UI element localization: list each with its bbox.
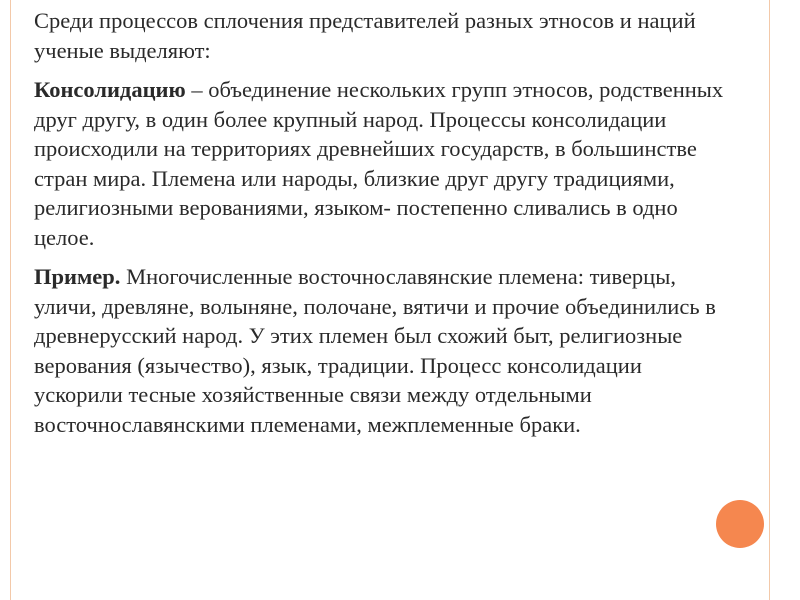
paragraph-text: – объединение нескольких групп этносов, родственных друг другу, в один более крупный народ. Процессы консолидации происходили на территориях древнейших государств, в большинстве стран мира. Племена или народы, близкие друг другу традициями, религиозными верованиями, языком- постепенно сливались в одно целое.	[34, 77, 724, 250]
decorative-circle	[716, 500, 764, 548]
paragraph-text: Среди процессов сплочения представителей разных этносов и наций ученые выделяют:	[34, 8, 696, 63]
slide-frame-left-line	[10, 0, 11, 600]
paragraph-text: Многочисленные восточнославянские племена: тиверцы, уличи, древляне, волыняне, полочане, вятичи и прочие объединились в древнерусский народ. У этих племен был схожий быт, религиозные верования (язычество), язык, традиции. Процесс консолидации ускорили тесные хозяйственные связи между отдельными восточнославянскими племенами, межплеменные браки.	[34, 264, 716, 437]
bullet-paragraph-intro	[30, 6, 730, 65]
slide-frame-right-line	[769, 0, 770, 600]
term-example: Пример.	[34, 264, 121, 289]
bullet-paragraph-example	[30, 262, 730, 439]
term-consolidation: Консолидацию	[34, 77, 186, 102]
slide-content	[30, 6, 730, 449]
bullet-paragraph-consolidation	[30, 75, 730, 252]
